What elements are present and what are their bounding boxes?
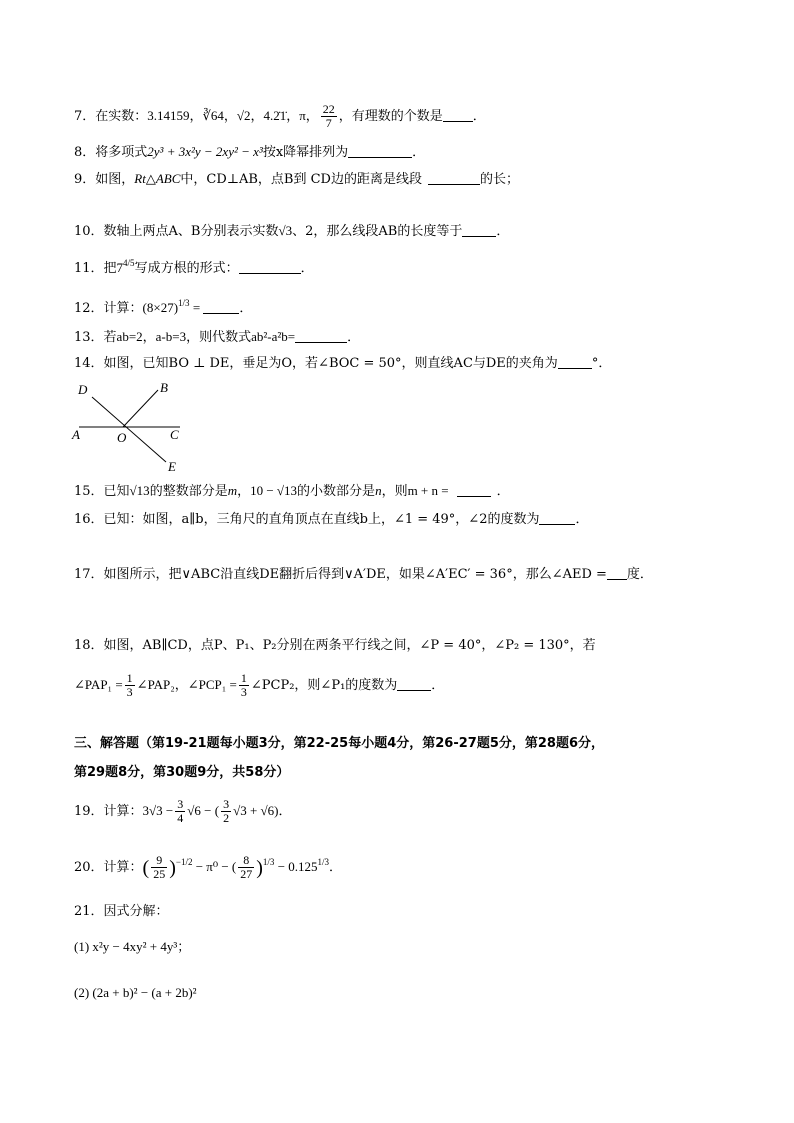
answer-blank-18[interactable] [397, 676, 431, 691]
answer-blank-12[interactable] [203, 299, 239, 314]
question-9: 9．如图，Rt△ABC中，CD⊥AB，点B到 CD边的距离是线段 的长； [74, 171, 519, 187]
label-E: E [168, 459, 176, 474]
answer-blank-17[interactable] [607, 565, 627, 580]
question-12: 12．计算：$(8\times 27)^{1/3}$ = ． [74, 298, 253, 316]
question-20: 20．计算：( $\frac{9}{25}$ )$^{-1/2}$ − π⁰ − ( $\frac{8}{27}$ )$^{1/3} - 0.125^{1/3}$． [74, 853, 343, 881]
answer-blank-10[interactable] [462, 222, 496, 237]
question-10: 10．数轴上两点A、B分别表示实数√3、2，那么线段AB的长度等于 ． [74, 223, 510, 239]
question-19: 19．计算：3√3 − $\frac{3}{4}$ √6 − ( $\frac{3}{2}$ √3 + √6)． [74, 797, 292, 825]
question-15: 15．已知√13的整数部分是m，10 − √13的小数部分是n，则m + n = ． [74, 483, 510, 499]
question-7: 7．在实数：3.14159，∛64，√2，4.2̇1̇，π， $\frac{22}{7}$ ，有理数的个数是 ． [74, 102, 486, 130]
answer-blank-13[interactable] [295, 328, 347, 343]
question-17: 17．如图所示，把∨ABC沿直线DE翻折后得到∨A′DE，如果∠A′EC′ = 36°，那么∠AED = 度． [74, 567, 653, 582]
question-18-line-1: 18．如图，AB∥CD，点P、P₁、P₂分别在两条平行线之间，∠P = 40°，∠P₂ = 130°，若 [74, 638, 596, 653]
fraction-22-7: $\frac{22}{7}$ [322, 102, 335, 130]
question-21-part-2: (2) (2a + b)² − (a + 2b)² [74, 985, 197, 1000]
label-A: A [72, 427, 80, 442]
question-18-line-2: ∠PAP₁ = $\frac{1}{3}$ ∠PAP₂，∠PCP₁ = $\frac{1}{3}$ ∠PCP₂，则∠P₁的度数为 ． [74, 671, 445, 699]
question-11: 11．把$7^{4/5}$写成方根的形式： ． [74, 258, 314, 276]
question-8: 8．将多项式2y³ + 3x²y − 2xy² − x³按x降幂排列为 ． [74, 144, 426, 160]
answer-blank-15[interactable] [457, 482, 491, 497]
answer-blank-11[interactable] [239, 259, 301, 274]
label-B: B [160, 380, 168, 395]
label-C: C [170, 427, 179, 442]
question-21: 21．因式分解： [74, 904, 169, 919]
question-16: 16．已知：如图，a∥b，三角尺的直角顶点在直线b上，∠1 = 49°，∠2的度数为 ． [74, 512, 589, 527]
answer-blank-14[interactable] [558, 354, 592, 369]
line-OB [123, 390, 158, 427]
question-14: 14．如图，已知BO ⊥ DE，垂足为O，若∠BOC = 50°，则直线AC与DE的夹角为 °． [74, 356, 612, 371]
label-D: D [78, 382, 88, 397]
label-O: O [117, 430, 127, 445]
section-3-heading: 三、解答题（第19-21题每小题3分，第22-25每小题4分，第26-27题5分，第28题6分， [74, 736, 605, 751]
answer-blank-16[interactable] [539, 510, 575, 525]
question-13: 13．若ab=2，a-b=3，则代数式ab²-a²b= ． [74, 329, 361, 345]
figure-14-lines [70, 380, 190, 474]
answer-blank-9[interactable] [428, 170, 480, 185]
section-3-heading-2: 第29题8分，第30题9分，共58分） [74, 765, 290, 780]
line-DE [92, 397, 166, 462]
answer-blank-7[interactable] [443, 107, 473, 122]
answer-blank-8[interactable] [348, 143, 412, 158]
question-21-part-1: (1) x²y − 4xy² + 4y³； [74, 939, 191, 954]
